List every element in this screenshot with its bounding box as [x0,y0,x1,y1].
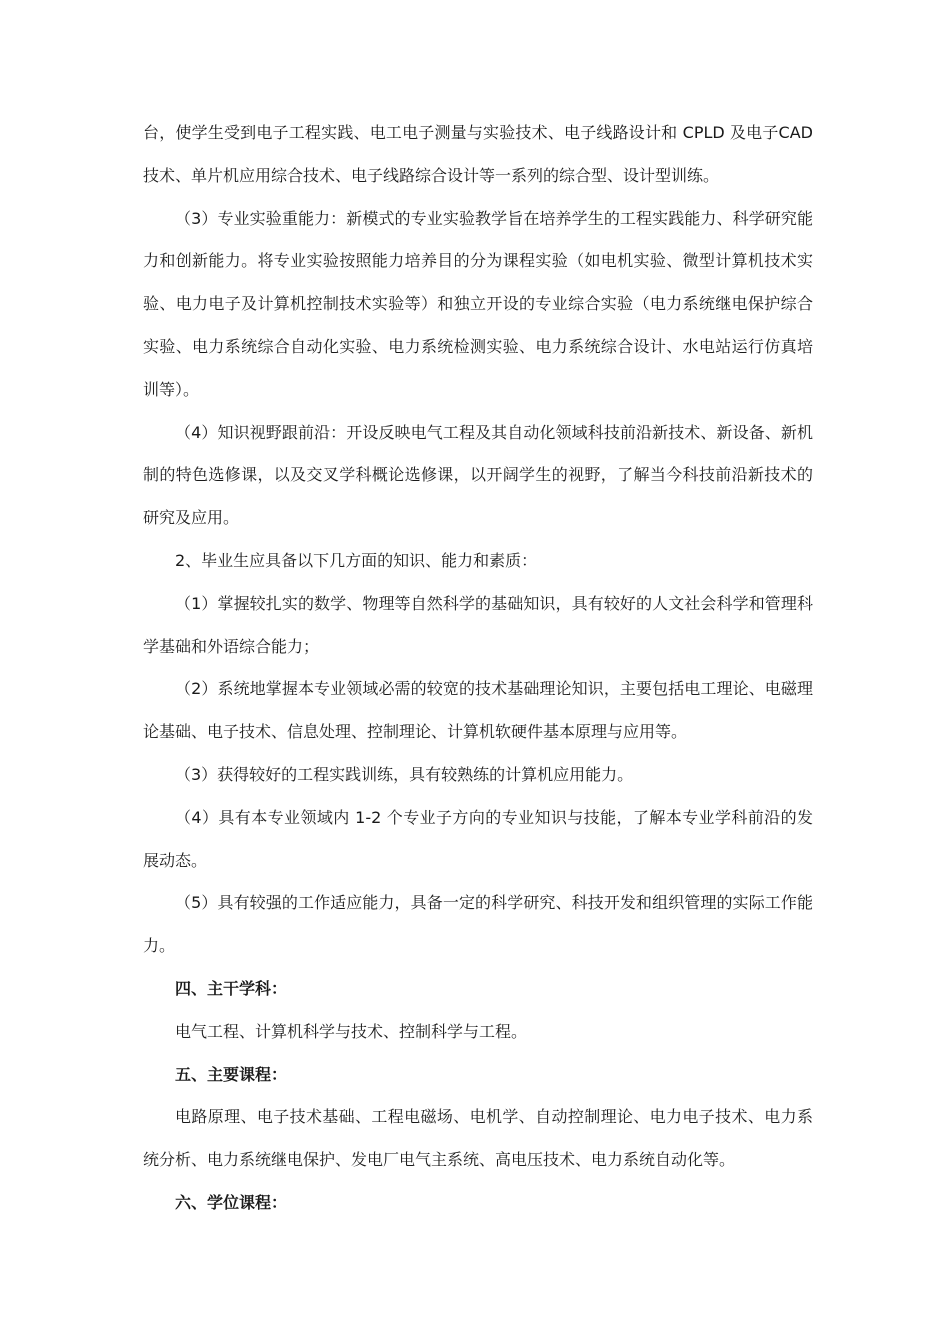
section-heading-degree-courses: 六、学位课程： [175,1192,288,1212]
paragraph-knowledge-frontier: （4）知识视野跟前沿：开设反映电气工程及其自动化领域科技前沿新技术、新设备、新机制的特色选修课，以及交叉学科概论选修课，以开阔学生的视野，了解当今科技前沿新技术的研究及应用。 [143,422,813,528]
paragraph-requirement-3: （3）获得较好的工程实践训练，具有较熟练的计算机应用能力。 [175,764,634,784]
paragraph-requirement-2: （2）系统地掌握本专业领域必需的较宽的技术基础理论知识，主要包括电工理论、电磁理论基础、电子技术、信息处理、控制理论、计算机软硬件基本原理与应用等。 [143,679,813,742]
paragraph-main-disciplines: 电气工程、计算机科学与技术、控制科学与工程。 [175,1021,528,1041]
section-heading-main-courses: 五、主要课程： [175,1064,288,1084]
paragraph-requirement-4: （4）具有本专业领域内 1-2 个专业子方向的专业知识与技能，了解本专业学科前沿的发展动态。 [143,807,813,870]
document-body [143,112,813,1225]
paragraph-graduate-requirements-intro: 2、毕业生应具备以下几方面的知识、能力和素质： [175,550,538,570]
paragraph-professional-experiments: （3）专业实验重能力：新模式的专业实验教学旨在培养学生的工程实践能力、科学研究能力和创新能力。将专业实验按照能力培养目的分为课程实验（如电机实验、微型计算机技术实验、电力电子及计算机控制技术实验等）和独立开设的专业综合实验（电力系统继电保护综合实验、电力系统综合自动化实验、电力系统检测实验、电力系统综合设计、水电站运行仿真培训等）。 [143,208,813,399]
paragraph-main-courses: 电路原理、电子技术基础、工程电磁场、电机学、自动控制理论、电力电子技术、电力系统分析、电力系统继电保护、发电厂电气主系统、高电压技术、电力系统自动化等。 [143,1107,813,1170]
paragraph-lab-platform-continued: 台，使学生受到电子工程实践、电工电子测量与实验技术、电子线路设计和 CPLD 及电子CAD 技术、单片机应用综合技术、电子线路综合设计等一系列的综合型、设计型训练。 [143,123,813,185]
paragraph-requirement-5: （5）具有较强的工作适应能力，具备一定的科学研究、科技开发和组织管理的实际工作能力。 [143,893,813,956]
section-heading-main-disciplines: 四、主干学科： [175,978,288,998]
paragraph-requirement-1: （1）掌握较扎实的数学、物理等自然科学的基础知识，具有较好的人文社会科学和管理科学基础和外语综合能力； [143,593,813,656]
